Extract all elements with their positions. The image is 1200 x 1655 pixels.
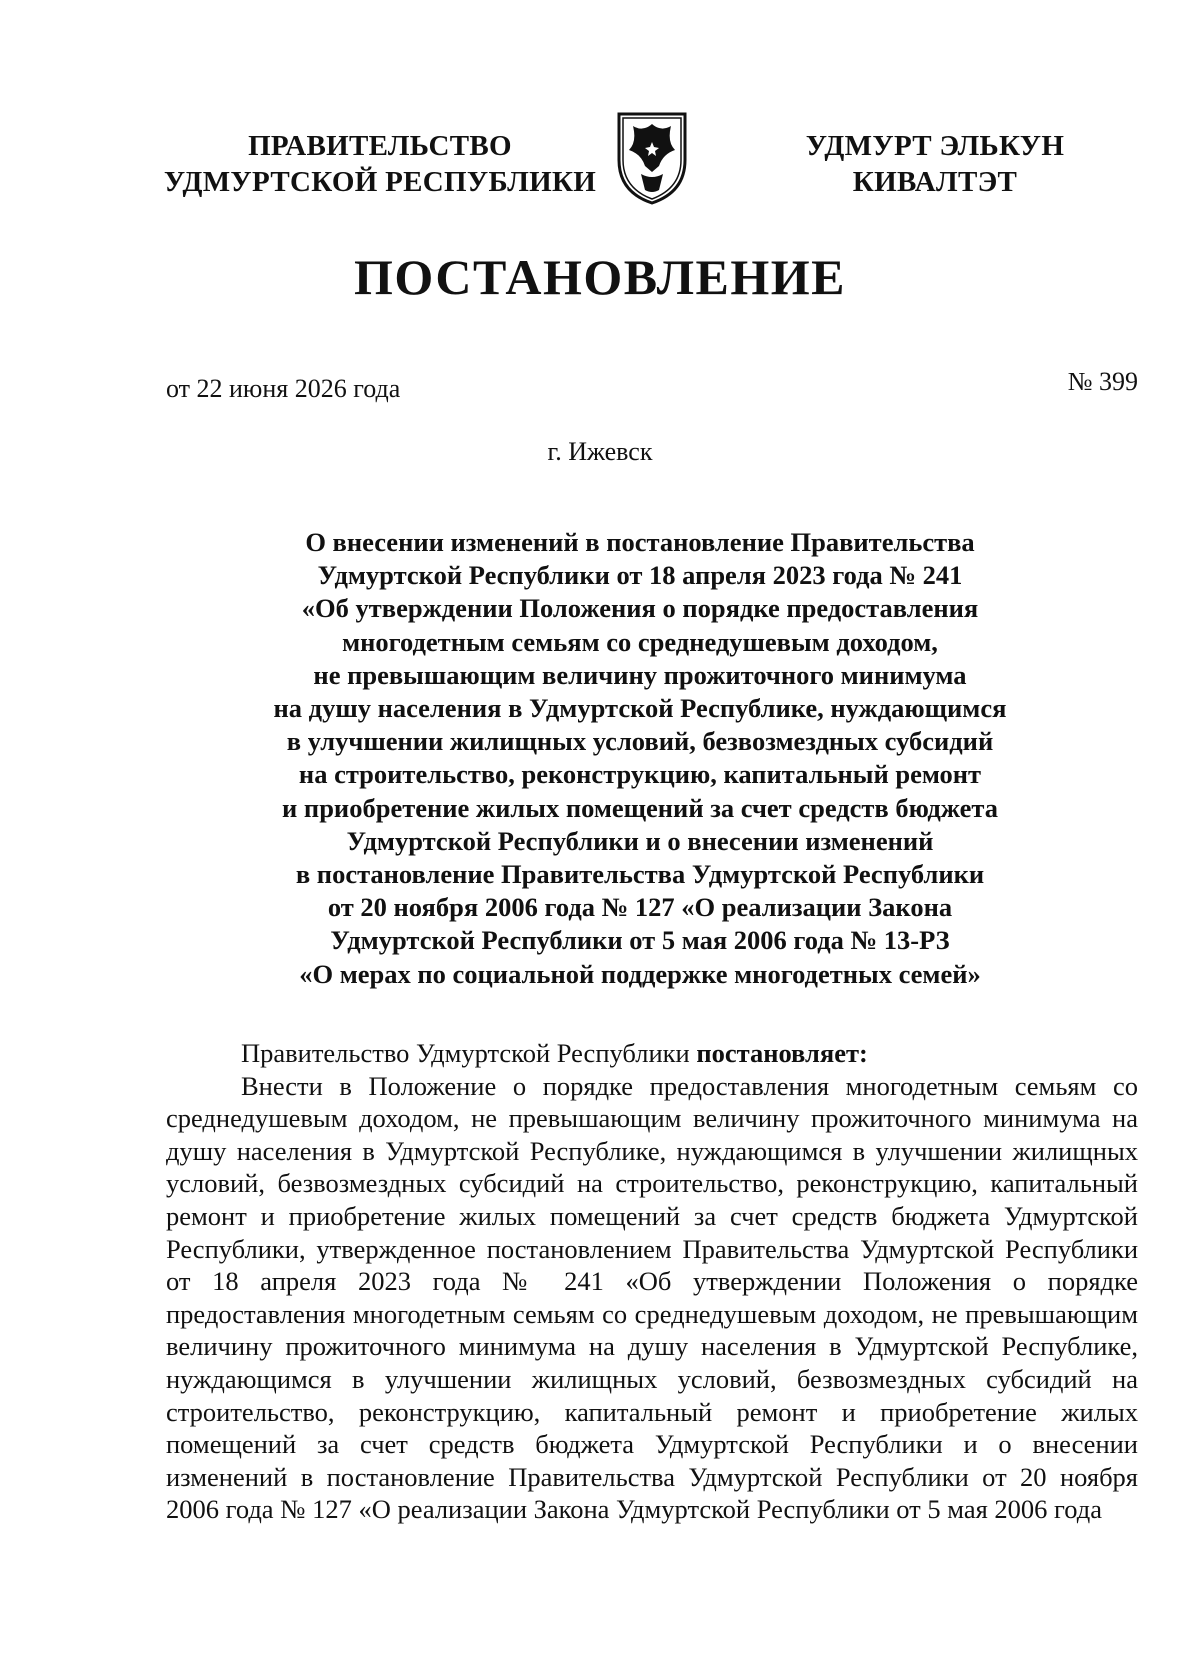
body-paragraph: Внести в Положение о порядке предоставления многодетным семьям со среднедушевым доходом, не превышающим величину прожиточного минимума на душу населения в Удмуртской Республике, нуждающимся в улучшении жилищных условий, безвозмездных субсидий на строительство, реконструкцию, капитальный ремонт и приобретение жилых помещений за счет средств бюджета Удмуртской Республики, утвержденное постановлением Правительства Удмуртской Республики от 18 апреля 2023 года № 241 «Об утверждении Положения о порядке предоставления многодетным семьям со среднедушевым доходом, не превышающим величину прожиточного минимума на душу населения в Удмуртской Республике, нуждающимся в улучшении жилищных условий, безвозмездных субсидий на строительство, реконструкцию, капитальный ремонт и приобретение жилых помещений за счет средств бюджета Удмуртской Республики и о внесении изменений в постановление Правительства Удмуртской Республики от 20 ноября 2006 года № 127 «О реализации Закона Удмуртской Республики от 5 мая 2006 года [166, 1070, 1138, 1525]
government-name-ru [160, 128, 600, 200]
document-title [180, 526, 1100, 991]
title-line: не превышающим величину прожиточного минимума [313, 659, 967, 690]
government-name-udm-line1: УДМУРТ ЭЛЬКУН [805, 130, 1065, 162]
document-number: № 399 [1067, 367, 1138, 396]
title-line: Удмуртской Республики и о внесении изменений [346, 825, 934, 856]
government-name-ru-line2: УДМУРТСКОЙ РЕСПУБЛИКИ [163, 166, 597, 198]
title-line: на строительство, реконструкцию, капитальный ремонт [298, 759, 982, 790]
title-line: многодетным семьям со среднедушевым доходом, [342, 626, 938, 657]
title-line: Удмуртской Республики от 5 мая 2006 года № 13-РЗ [330, 925, 950, 956]
title-line: «О мерах по социальной поддержке многодетных семей» [299, 958, 981, 989]
title-line: на душу населения в Удмуртской Республике, нуждающимся [273, 693, 1007, 724]
document-city: г. Ижевск [547, 437, 653, 466]
body-intro-verb: постановляет: [696, 1038, 868, 1068]
government-name-udm-line2: КИВАЛТЭТ [852, 166, 1018, 198]
title-line: и приобретение жилых помещений за счет средств бюджета [282, 792, 998, 823]
title-line: Удмуртской Республики от 18 апреля 2023 года № 241 [317, 560, 963, 591]
title-line: от 20 ноября 2006 года № 127 «О реализации Закона [327, 892, 953, 923]
document-date: от 22 июня 2026 года [166, 374, 401, 403]
body-intro-text: Правительство Удмуртской Республики [241, 1038, 697, 1068]
body-intro [166, 1037, 1138, 1070]
title-line: в улучшении жилищных условий, безвозмездных субсидий [286, 726, 994, 757]
udmurt-coat-of-arms-icon [611, 108, 693, 206]
title-line: О внесении изменений в постановление Правительства [305, 527, 975, 557]
title-line: «Об утверждении Положения о порядке предоставления [301, 593, 979, 624]
government-name-ru-line1: ПРАВИТЕЛЬСТВО [248, 130, 512, 162]
document-type-heading: ПОСТАНОВЛЕНИЕ [354, 249, 846, 305]
title-line: в постановление Правительства Удмуртской Республики [295, 859, 985, 890]
government-name-udm [790, 128, 1080, 200]
document-body [166, 1037, 1138, 1526]
